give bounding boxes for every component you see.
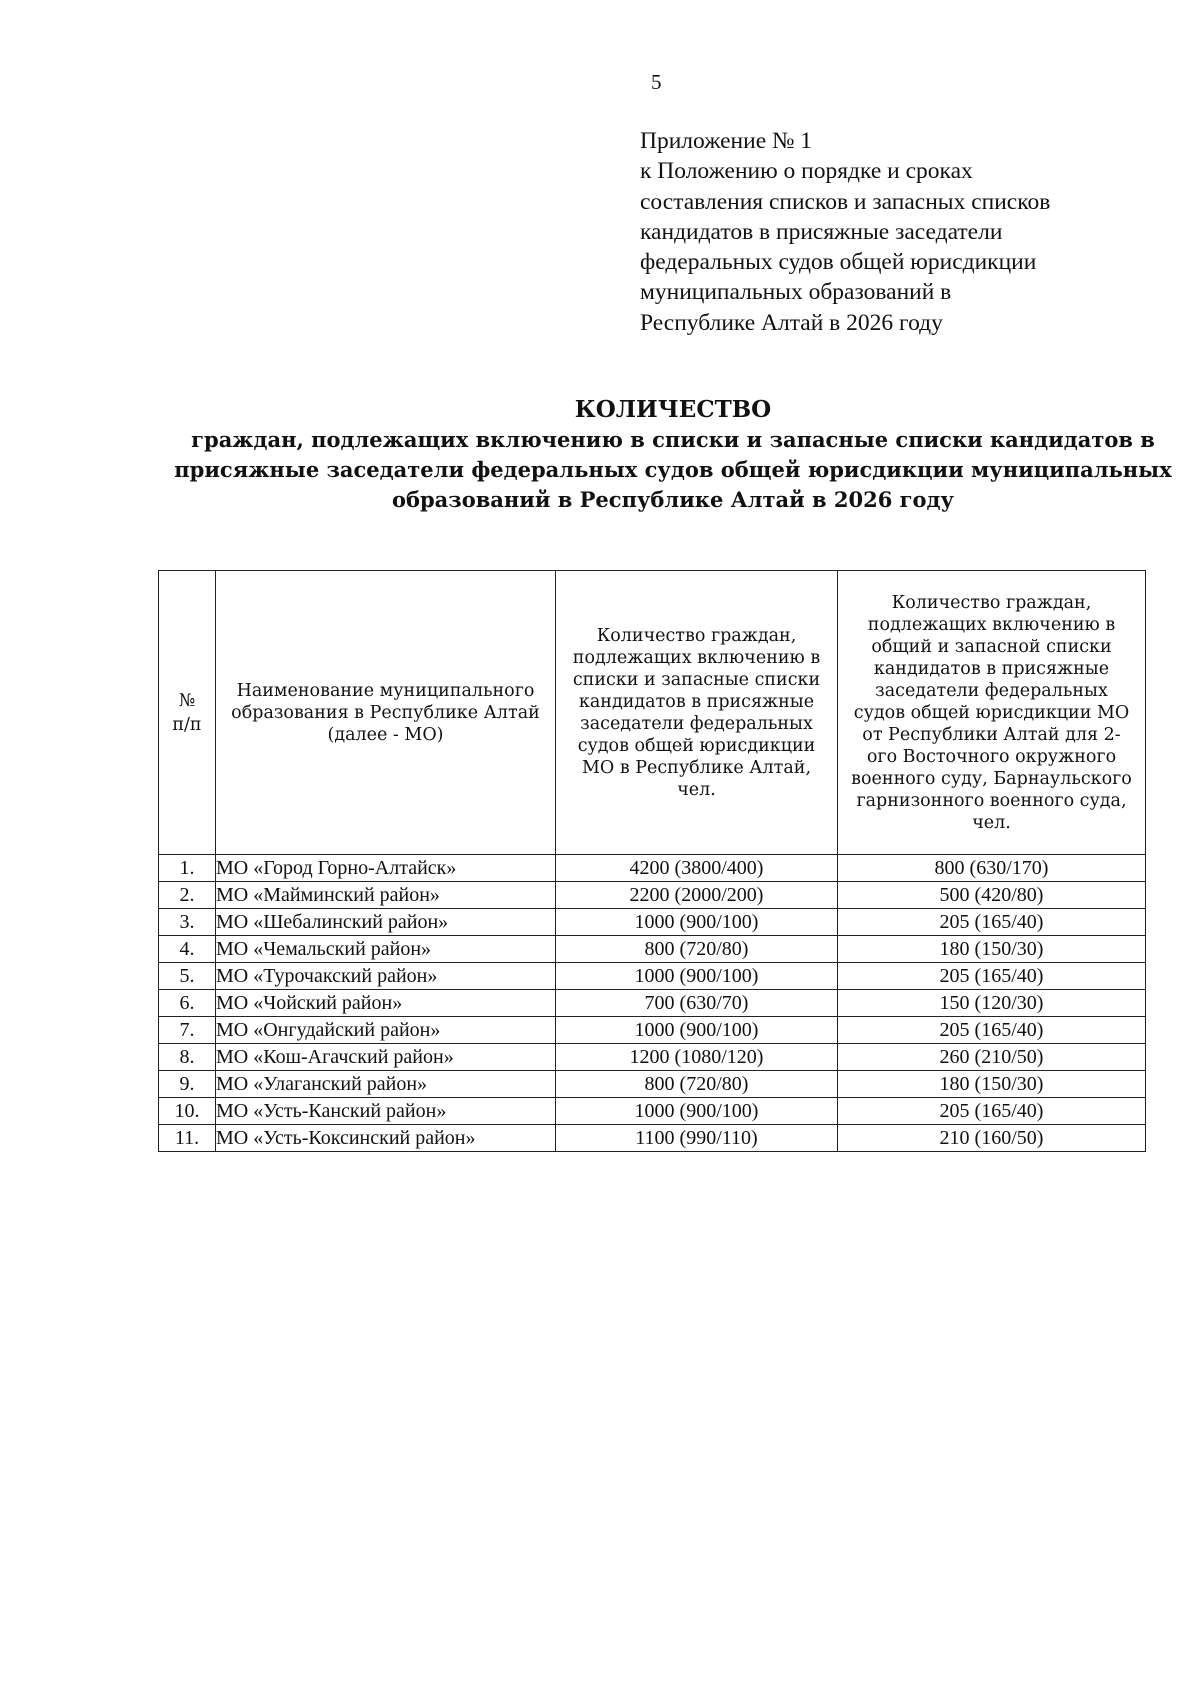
page-number: 5 bbox=[651, 70, 662, 94]
row-number: 8. bbox=[159, 1044, 216, 1071]
header-quantity-line: МО в Республике Алтай, bbox=[581, 757, 812, 778]
table-row bbox=[159, 963, 1146, 990]
row-quantity: 2200 (2000/200) bbox=[556, 882, 838, 909]
header-number-line: п/п bbox=[172, 714, 202, 735]
row-military-quantity: 210 (160/50) bbox=[838, 1125, 1146, 1152]
header-military-line: от Республики Алтай для 2- bbox=[862, 724, 1121, 745]
heading-subtitle-line: присяжные заседатели федеральных судов общей юрисдикции муниципальных bbox=[174, 457, 1172, 482]
header-quantity-line: судов общей юрисдикции bbox=[577, 735, 816, 756]
table-header-row bbox=[159, 571, 1146, 855]
row-municipality: МО «Чойский район» bbox=[216, 990, 556, 1017]
table-row bbox=[159, 1017, 1146, 1044]
appendix-line: к Положению о порядке и сроках bbox=[640, 158, 973, 185]
row-quantity: 800 (720/80) bbox=[556, 1071, 838, 1098]
header-municipality-line: Наименование муниципального bbox=[236, 680, 535, 701]
row-quantity: 1200 (1080/120) bbox=[556, 1044, 838, 1071]
header-number bbox=[159, 571, 216, 855]
appendix-line: муниципальных образований в bbox=[640, 279, 952, 306]
header-military-quantity bbox=[838, 571, 1146, 855]
allocation-table bbox=[158, 570, 1146, 1152]
row-municipality: МО «Город Горно-Алтайск» bbox=[216, 855, 556, 882]
header-military-line: гарнизонного военного суда, bbox=[856, 790, 1127, 811]
appendix-line: федеральных судов общей юрисдикции bbox=[640, 249, 1037, 276]
row-military-quantity: 180 (150/30) bbox=[838, 1071, 1146, 1098]
row-quantity: 1100 (990/110) bbox=[556, 1125, 838, 1152]
heading-subtitle bbox=[158, 425, 1188, 515]
row-quantity: 1000 (900/100) bbox=[556, 1098, 838, 1125]
row-municipality: МО «Чемальский район» bbox=[216, 936, 556, 963]
header-quantity-line: заседатели федеральных bbox=[580, 713, 813, 734]
header-military-line: Количество граждан, bbox=[891, 592, 1092, 613]
header-military-line: подлежащих включению в bbox=[867, 614, 1116, 635]
table-row bbox=[159, 936, 1146, 963]
header-military-line: заседатели федеральных bbox=[875, 680, 1108, 701]
heading-subtitle-line: образований в Республике Алтай в 2026 году bbox=[391, 487, 955, 512]
appendix-note bbox=[640, 126, 1140, 338]
row-number: 9. bbox=[159, 1071, 216, 1098]
row-number: 10. bbox=[159, 1098, 216, 1125]
row-military-quantity: 180 (150/30) bbox=[838, 936, 1146, 963]
header-military-line: чел. bbox=[972, 812, 1011, 833]
row-municipality: МО «Турочакский район» bbox=[216, 963, 556, 990]
row-military-quantity: 500 (420/80) bbox=[838, 882, 1146, 909]
table-row bbox=[159, 1098, 1146, 1125]
row-municipality: МО «Кош-Агачский район» bbox=[216, 1044, 556, 1071]
row-number: 4. bbox=[159, 936, 216, 963]
header-quantity-line: Количество граждан, bbox=[596, 625, 797, 646]
table-row bbox=[159, 909, 1146, 936]
row-number: 11. bbox=[159, 1125, 216, 1152]
header-military-line: ого Восточного окружного bbox=[866, 746, 1117, 767]
header-military-line: военного суду, Барнаульского bbox=[851, 768, 1132, 789]
row-municipality: МО «Усть-Коксинский район» bbox=[216, 1125, 556, 1152]
row-quantity: 700 (630/70) bbox=[556, 990, 838, 1017]
row-number: 2. bbox=[159, 882, 216, 909]
header-military-line: общий и запасной списки bbox=[871, 636, 1112, 657]
row-military-quantity: 205 (165/40) bbox=[838, 1098, 1146, 1125]
row-number: 3. bbox=[159, 909, 216, 936]
header-quantity bbox=[556, 571, 838, 855]
row-military-quantity: 150 (120/30) bbox=[838, 990, 1146, 1017]
appendix-line: Республике Алтай в 2026 году bbox=[640, 309, 943, 336]
header-number-line: № bbox=[178, 690, 196, 711]
table-row bbox=[159, 990, 1146, 1017]
header-military-line: кандидатов в присяжные bbox=[873, 658, 1110, 679]
row-military-quantity: 205 (165/40) bbox=[838, 1017, 1146, 1044]
table-row bbox=[159, 855, 1146, 882]
row-number: 7. bbox=[159, 1017, 216, 1044]
table-row bbox=[159, 1125, 1146, 1152]
header-quantity-line: подлежащих включению в bbox=[572, 647, 821, 668]
row-municipality: МО «Шебалинский район» bbox=[216, 909, 556, 936]
row-number: 1. bbox=[159, 855, 216, 882]
header-municipality-line: образования в Республике Алтай bbox=[231, 702, 540, 723]
table-row bbox=[159, 1044, 1146, 1071]
row-municipality: МО «Усть-Канский район» bbox=[216, 1098, 556, 1125]
row-military-quantity: 260 (210/50) bbox=[838, 1044, 1146, 1071]
row-number: 5. bbox=[159, 963, 216, 990]
header-municipality bbox=[216, 571, 556, 855]
row-quantity: 1000 (900/100) bbox=[556, 909, 838, 936]
row-quantity: 4200 (3800/400) bbox=[556, 855, 838, 882]
document-heading bbox=[158, 395, 1188, 515]
header-quantity-line: списки и запасные списки bbox=[572, 669, 821, 690]
row-municipality: МО «Майминский район» bbox=[216, 882, 556, 909]
row-municipality: МО «Улаганский район» bbox=[216, 1071, 556, 1098]
header-quantity-line: чел. bbox=[677, 779, 716, 800]
table-row bbox=[159, 1071, 1146, 1098]
row-quantity: 1000 (900/100) bbox=[556, 963, 838, 990]
row-municipality: МО «Онгудайский район» bbox=[216, 1017, 556, 1044]
row-military-quantity: 205 (165/40) bbox=[838, 963, 1146, 990]
appendix-line: составления списков и запасных списков bbox=[640, 188, 1051, 215]
header-municipality-line: (далее - МО) bbox=[327, 724, 444, 745]
header-quantity-line: кандидатов в присяжные bbox=[578, 691, 815, 712]
appendix-line: Приложение № 1 bbox=[640, 128, 813, 154]
row-number: 6. bbox=[159, 990, 216, 1017]
heading-title: КОЛИЧЕСТВО bbox=[574, 396, 772, 423]
table-row bbox=[159, 882, 1146, 909]
appendix-line: кандидатов в присяжные заседатели bbox=[640, 218, 1003, 245]
header-military-line: судов общей юрисдикции МО bbox=[853, 702, 1130, 723]
row-quantity: 1000 (900/100) bbox=[556, 1017, 838, 1044]
heading-subtitle-line: граждан, подлежащих включению в списки и запасные списки кандидатов в bbox=[191, 427, 1155, 452]
row-military-quantity: 800 (630/170) bbox=[838, 855, 1146, 882]
row-quantity: 800 (720/80) bbox=[556, 936, 838, 963]
row-military-quantity: 205 (165/40) bbox=[838, 909, 1146, 936]
